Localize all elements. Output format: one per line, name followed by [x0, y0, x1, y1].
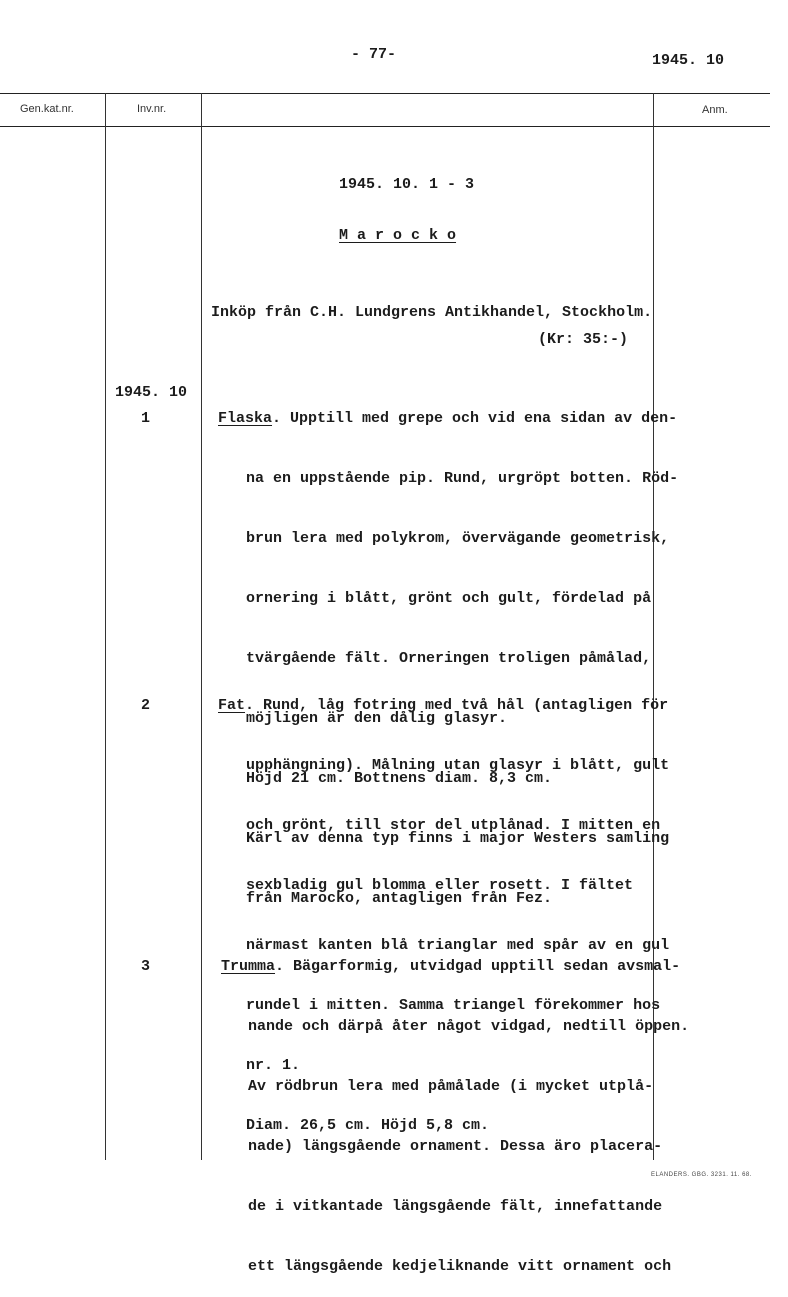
- entry-line: från Marocko, antagligen från Fez.: [246, 890, 553, 907]
- entry-line: brun lera med polykrom, övervägande geometrisk,: [246, 530, 670, 547]
- entry-line: de i vitkantade längsgående fält, innefattande: [248, 1198, 663, 1215]
- entry-line: sexbladig gul blomma eller rosett. I fältet: [246, 877, 634, 894]
- entry-keyword: Trumma: [221, 958, 276, 975]
- entry-line: närmast kanten blå trianglar med spår av en gul: [246, 937, 670, 954]
- column-divider-genkat: [105, 93, 106, 1160]
- entry-line: tvärgående fält. Orneringen troligen påmålad,: [246, 650, 652, 667]
- title-place: M a r o c k o: [339, 227, 457, 244]
- page-number: - 77-: [351, 46, 397, 63]
- entry-number: 3: [141, 958, 151, 975]
- entry-body: [248, 980, 689, 1297]
- entry-line: Av rödbrun lera med påmålade (i mycket utplå-: [248, 1078, 654, 1095]
- group-number: 1945. 10: [115, 384, 188, 401]
- column-header-anm: Anm.: [702, 104, 728, 116]
- purchase-price: (Kr: 35:-): [538, 331, 629, 348]
- column-header-invnr: Inv.nr.: [137, 103, 167, 115]
- accession-code: 1945. 10: [652, 52, 725, 69]
- entry-line: rundel i mitten. Samma triangel förekommer hos: [246, 997, 661, 1014]
- entry-line: nade) längsgående ornament. Dessa äro placera-: [248, 1138, 663, 1155]
- entry-keyword: Fat: [218, 697, 246, 714]
- entry-line: nr. 1.: [246, 1057, 301, 1074]
- entry-line: ornering i blått, grönt och gult, fördelad på: [246, 590, 652, 607]
- entry-keyword: Flaska: [218, 410, 273, 427]
- entry-first-line: [221, 958, 680, 975]
- entry-first-text: . Upptill med grepe och vid ena sidan av den-: [272, 410, 678, 427]
- purchase-line-1: Inköp från C.H. Lundgrens Antikhandel, Stockholm.: [211, 304, 653, 321]
- entry-first-text: . Bägarformig, utvidgad upptill sedan avsmal-: [275, 958, 681, 975]
- entry-first-text: . Rund, låg fotring med två hål (antagligen för: [245, 697, 669, 714]
- printer-mark: ELANDERS. GBG. 3231. 11. 68.: [651, 1172, 752, 1178]
- column-header-genkat: Gen.kat.nr.: [20, 103, 74, 115]
- entry-line: och grönt, till stor del utplånad. I mitten en: [246, 817, 661, 834]
- header-rule-bottom: [0, 126, 770, 127]
- entry-line: nande och därpå åter något vidgad, nedtill öppen.: [248, 1018, 690, 1035]
- entry-number: 1: [141, 410, 151, 427]
- header-rule-top: [0, 93, 770, 94]
- entry-line: upphängning). Målning utan glasyr i blått, gult: [246, 757, 670, 774]
- entry-line: Höjd 21 cm. Bottnens diam. 8,3 cm.: [246, 770, 553, 787]
- entry-first-line: [218, 697, 668, 714]
- entry-line: ett längsgående kedjeliknande vitt ornament och: [248, 1258, 672, 1275]
- entry-number: 2: [141, 697, 151, 714]
- entry-line: möjligen är den dålig glasyr.: [246, 710, 508, 727]
- title-range: 1945. 10. 1 - 3: [339, 176, 475, 193]
- entry-line: na en uppstående pip. Rund, urgröpt botten. Röd-: [246, 470, 679, 487]
- column-divider-invnr: [201, 93, 202, 1160]
- entry-first-line: [218, 410, 677, 427]
- entry-line: Kärl av denna typ finns i major Westers samling: [246, 830, 670, 847]
- entry-line: Diam. 26,5 cm. Höjd 5,8 cm.: [246, 1117, 490, 1134]
